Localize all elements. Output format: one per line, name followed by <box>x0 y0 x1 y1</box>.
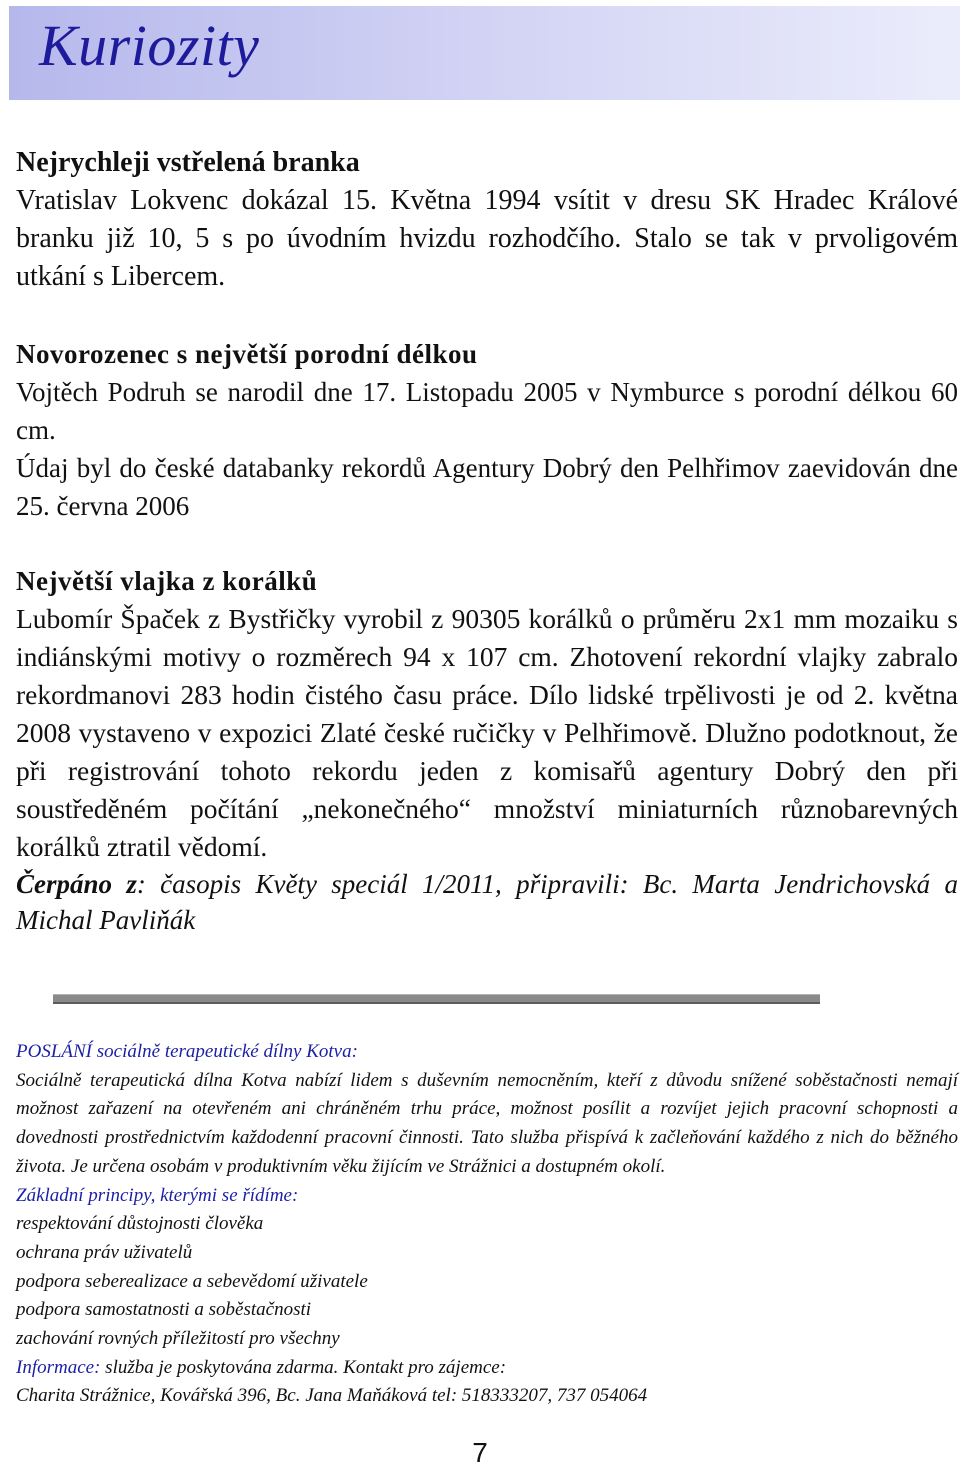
article-text: Vratislav Lokvenc dokázal 15. Května 1994 vsítit v dresu SK Hradec Králové branku již 10, 5 s po úvodním hvizdu rozhodčího. Stalo se tak v prvoligovém utkání s Libercem. <box>16 185 958 292</box>
source-label: Čerpáno z <box>16 869 137 899</box>
article-heading: Novorozenec s největší porodní délkou <box>16 339 478 369</box>
section-banner <box>9 6 960 100</box>
mission-text: Sociálně terapeutická dílna Kotva nabízí lidem s duševním nemocněním, kteří z důvodu snížené soběstačnosti nemají možnost zařazení na otevřeném ani chráněném trhu práce, možnost posílit a rozvíjet jejich pracovní schopnosti a dovednosti prostřednictvím každodenní pracovní činnosti. Tato služba přispívá k začleňování každého z nich do běžného života. Je určena osobám v produktivním věku žijícím ve Strážnici a dostupném okolí. <box>16 1069 958 1177</box>
article-bead-flag <box>16 562 958 938</box>
principle-item: ochrana práv uživatelů <box>16 1241 193 1263</box>
contact-line: Charita Strážnice, Kovářská 396, Bc. Jana Maňáková tel: 518333207, 737 054064 <box>16 1385 648 1407</box>
principles-title: Základní principy, kterými se řídíme: <box>16 1184 299 1206</box>
article-fastest-goal <box>16 144 958 296</box>
article-text: Údaj byl do české databanky rekordů Agentury Dobrý den Pelhřimov zaevidován dne 25. června 2006 <box>16 453 958 521</box>
mission-section <box>16 1038 958 1411</box>
divider <box>53 994 820 1004</box>
section-title: Kuriozity <box>39 13 260 78</box>
article-text: Vojtěch Podruh se narodil dne 17. Listopadu 2005 v Nymburce s porodní délkou 60 cm. <box>16 377 958 445</box>
page-number: 7 <box>472 1437 488 1468</box>
article-heading: Nejrychleji vstřelená branka <box>16 147 360 178</box>
article-newborn <box>16 335 958 525</box>
principle-item: respektování důstojnosti člověka <box>16 1213 264 1235</box>
principle-item: podpora samostatnosti a soběstačnosti <box>16 1299 312 1321</box>
principle-item: podpora seberealizace a sebevědomí uživatele <box>16 1270 368 1292</box>
article-text: Lubomír Špaček z Bystřičky vyrobil z 90305 korálků o průměru 2x1 mm mozaiku s indiánskými motivy o rozměrech 94 x 107 cm. Zhotovení rekordní vlajky zabralo rekordmanovi 283 hodin čistého času práce. Dílo lidské trpělivosti je od 2. května 2008 vystaveno v expozici Zlaté české ručičky v Pelhřimově. Dlužno podotknout, že při registrování tohoto rekordu jeden z komisařů agentury Dobrý den při soustředěném počítání „nekonečného“ množství miniaturních různobarevných korálků ztratil vědomí. <box>16 603 958 862</box>
article-heading: Největší vlajka z korálků <box>16 566 318 596</box>
article-source <box>16 866 958 938</box>
info-label: Informace: <box>16 1356 101 1378</box>
source-text: : časopis Květy speciál 1/2011, připravili: Bc. Marta Jendrichovská a Michal Pavliňák <box>16 869 958 935</box>
info-text: služba je poskytována zdarma. Kontakt pro zájemce: <box>100 1356 507 1378</box>
mission-title: POSLÁNÍ sociálně terapeutické dílny Kotva: <box>16 1041 358 1062</box>
principle-item: zachování rovných příležitostí pro všechny <box>16 1328 340 1350</box>
info-line <box>16 1354 958 1383</box>
